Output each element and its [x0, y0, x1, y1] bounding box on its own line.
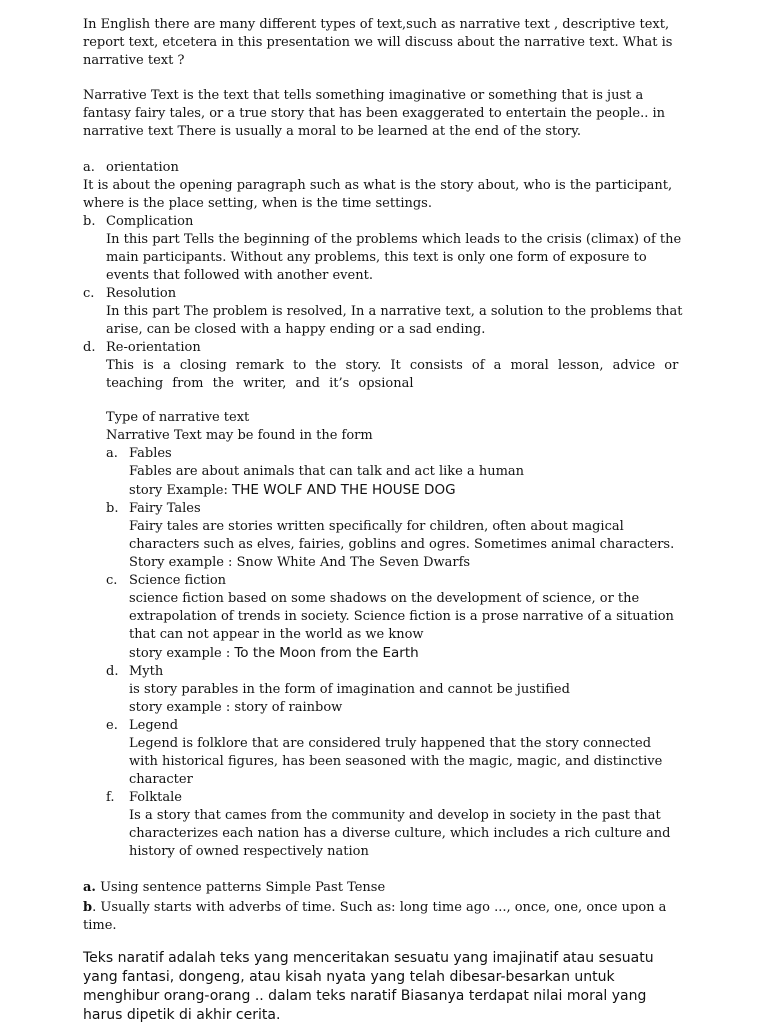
- types-subheading: Narrative Text may be found in the form: [106, 428, 373, 443]
- type-example: [129, 554, 683, 572]
- example-prefix: Story example :: [129, 555, 237, 570]
- type-marker: e.: [106, 718, 118, 733]
- intro-paragraph: In English there are many different types of text,such as narrative text , descriptive text, report text, etcetera in this presentation we will discuss about the narrative text. What is narrative text ?: [83, 17, 673, 68]
- structure-text-reorientation: This is a closing remark to the story. It consists of a moral lesson, advice or teaching from the writer, and it’s opsional: [106, 358, 679, 391]
- type-example: [129, 481, 683, 500]
- feature-marker: b: [83, 900, 93, 915]
- type-item-legend: [106, 717, 683, 735]
- structure-marker: b.: [83, 214, 96, 229]
- type-example: [129, 699, 683, 717]
- example-title: Snow White And The Seven Dwarfs: [236, 555, 471, 570]
- structure-text-complication: In this part Tells the beginning of the problems which leads to the crisis (climax) of the main participants. Without any problems, this text is only one form of exposure to events that followed with another event.: [106, 232, 682, 283]
- structure-text-orientation: It is about the opening paragraph such as what is the story about, who is the participant, where is the place setting, when is the time settings.: [83, 178, 673, 211]
- type-text: Is a story that cames from the community and develop in society in the past that characterizes each nation has a diverse culture, which includes a rich culture and history of owned respectively nation: [129, 808, 671, 859]
- type-text: is story parables in the form of imagination and cannot be justified: [129, 682, 570, 697]
- types-section: [83, 409, 683, 861]
- type-item-myth: [106, 663, 683, 681]
- type-marker: d.: [106, 664, 119, 679]
- language-features: [83, 879, 683, 935]
- type-marker: f.: [106, 790, 115, 805]
- type-text: Legend is folklore that are considered truly happened that the story connected with historical figures, has been seasoned with the magic, magic, and distinctive character: [129, 736, 663, 787]
- type-item-fairy-tales: [106, 500, 683, 518]
- feature-b: [83, 899, 683, 935]
- type-text: science fiction based on some shadows on the development of science, or the extrapolation of trends in society. Science fiction is a prose narrative of a situation that can not appear in the world as we know: [129, 591, 674, 642]
- types-heading: Type of narrative text: [106, 410, 250, 425]
- type-label: Myth: [129, 664, 164, 679]
- type-body-fables: [106, 463, 683, 500]
- example-title: To the Moon from the Earth: [234, 645, 419, 661]
- structure-marker: d.: [83, 340, 96, 355]
- structure-marker: c.: [83, 286, 95, 301]
- structure-item-reorientation: [83, 339, 683, 357]
- indonesian-paragraph: Teks naratif adalah teks yang menceritakan sesuatu yang imajinatif atau sesuatu yang fantasi, dongeng, atau kisah nyata yang telah dibesar-besarkan untuk menghibur orang-orang .. dalam teks naratif Biasanya terdapat nilai moral yang harus dipetik di akhir cerita.: [83, 950, 654, 1023]
- type-text: Fables are about animals that can talk and act like a human: [129, 464, 525, 479]
- feature-text: . Usually starts with adverbs of time. Such as: long time ago ..., once, one, once upon a time.: [83, 900, 667, 933]
- type-label: Science fiction: [129, 573, 227, 588]
- structure-item-complication: [83, 213, 683, 231]
- type-item-folktale: [106, 789, 683, 807]
- document-page: [83, 16, 683, 1025]
- structure-marker: a.: [83, 160, 95, 175]
- feature-a: [83, 879, 683, 897]
- type-marker: a.: [106, 446, 118, 461]
- type-marker: c.: [106, 573, 118, 588]
- type-example: [129, 644, 683, 663]
- type-marker: b.: [106, 501, 119, 516]
- type-text: Fairy tales are stories written specifically for children, often about magical characters such as elves, fairies, goblins and ogres. Sometimes animal characters.: [129, 519, 675, 552]
- feature-text: Using sentence patterns Simple Past Tense: [100, 880, 386, 895]
- type-item-science-fiction: [106, 572, 683, 590]
- structure-list: [83, 159, 683, 393]
- structure-item-orientation: [83, 159, 683, 177]
- example-prefix: story example :: [129, 700, 235, 715]
- type-item-fables: [106, 445, 683, 463]
- type-body-fairy-tales: [106, 518, 683, 572]
- structure-label: Re-orientation: [106, 340, 201, 355]
- definition-paragraph: Narrative Text is the text that tells something imaginative or something that is just a fantasy fairy tales, or a true story that has been exaggerated to entertain the people.. in narrative text There is usually a moral to be learned at the end of the story.: [83, 88, 666, 139]
- example-title: story of rainbow: [234, 700, 343, 715]
- example-prefix: story example :: [129, 646, 235, 661]
- structure-label: Resolution: [106, 286, 177, 301]
- type-label: Fables: [129, 446, 172, 461]
- structure-item-resolution: [83, 285, 683, 303]
- feature-marker: a.: [83, 880, 96, 895]
- type-body-science-fiction: [106, 590, 683, 663]
- type-label: Legend: [129, 718, 179, 733]
- type-label: Fairy Tales: [129, 501, 201, 516]
- type-body-folktale: [106, 807, 683, 861]
- type-body-myth: [106, 681, 683, 717]
- structure-label: Complication: [106, 214, 194, 229]
- type-body-legend: [106, 735, 683, 789]
- structure-label: orientation: [106, 160, 179, 175]
- type-label: Folktale: [129, 790, 182, 805]
- structure-text-resolution: In this part The problem is resolved, In a narrative text, a solution to the problems that arise, can be closed with a happy ending or a sad ending.: [106, 304, 683, 337]
- example-prefix: story Example:: [129, 483, 232, 498]
- example-title: THE WOLF AND THE HOUSE DOG: [232, 482, 456, 498]
